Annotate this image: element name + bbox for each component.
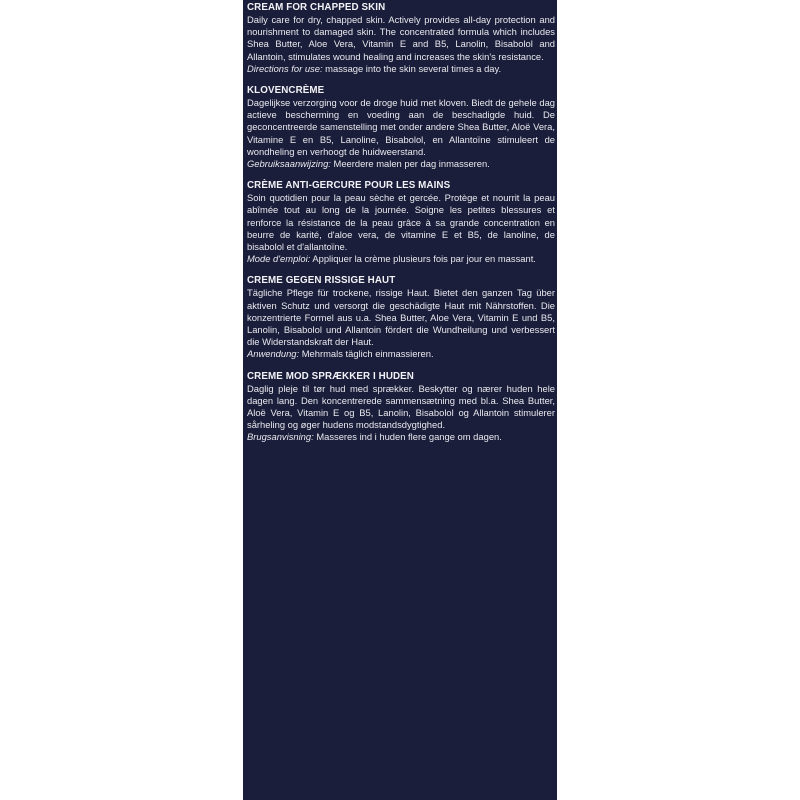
directions-label: Mode d'emploi: [247, 253, 311, 265]
directions-text: Meerdere malen per dag inmasseren. [330, 158, 490, 170]
section-directions [247, 158, 555, 170]
section-dutch [247, 85, 555, 170]
directions-label: Gebruiksaanwijzing: [247, 158, 331, 170]
section-english [247, 2, 555, 75]
section-body: Daglig pleje til tør hud med sprækker. Beskytter og nærer huden hele dagen lang. Den koncentrerede sammensætning med bl.a. Shea Butter, Aloë Vera, Vitamin E og B5, Lanolin, Bisabolol og Allantoin stimulerer sårheling og øger hudens modstandsdygtighed. [247, 382, 555, 431]
section-body: Tägliche Pflege für trockene, rissige Haut. Bietet den ganzen Tag über aktiven Schutz und versorgt die geschädigte Haut mit Nährstoffen. Die konzentrierte Formel aus u.a. Shea Butter, Aloe Vera, Vitamin E und B5, Lanolin, Bisabolol und Allantoin fördert die Wundheilung und verbessert die Widerstandskraft der Haut. [247, 287, 555, 348]
section-french [247, 180, 555, 265]
section-heading: CREME GEGEN RISSIGE HAUT [247, 275, 396, 287]
directions-label: Brugsanvisning: [247, 431, 314, 443]
section-directions [247, 431, 555, 443]
directions-label: Directions for use: [247, 62, 323, 74]
directions-label: Anwendung: [247, 348, 300, 360]
directions-text: massage into the skin several times a day. [322, 62, 502, 74]
section-heading: CRÈME ANTI-GERCURE POUR LES MAINS [247, 180, 451, 192]
section-heading: CREAM FOR CHAPPED SKIN [247, 2, 386, 13]
section-directions [247, 253, 555, 265]
section-danish [247, 371, 555, 444]
section-heading: KLOVENCRÈME [247, 85, 325, 97]
directions-text: Masseres ind i huden flere gange om dagen. [313, 431, 502, 443]
section-body: Dagelijkse verzorging voor de droge huid met kloven. Biedt de gehele dag actieve bescherming en voeding aan de beschadigde huid. De geconcentreerde samenstelling met onder andere Shea Butter, Aloë Vera, Vitamine E en B5, Lanoline, Bisabolol, en Allantoïne stimuleert de wondheling en verhoogt de huidweerstand. [247, 97, 555, 157]
label-panel [243, 0, 557, 800]
directions-text: Mehrmals täglich einmassieren. [299, 348, 434, 360]
section-directions [247, 348, 555, 360]
section-heading: CREME MOD SPRÆKKER I HUDEN [247, 370, 414, 382]
directions-text: Appliquer la crème plusieurs fois par jour en massant. [310, 253, 536, 265]
section-german [247, 275, 555, 360]
section-body: Daily care for dry, chapped skin. Actively provides all-day protection and nourishment to damaged skin. The concentrated formula which includes Shea Butter, Aloe Vera, Vitamin E and B5, Lanolin, Bisabolol and Allantoin, stimulates wound healing and increases the skin's resistance. [247, 14, 555, 62]
section-body: Soin quotidien pour la peau sèche et gercée. Protège et nourrit la peau abîmée tout au long de la journée. Soigne les petites blessures et renforce la résistance de la peau grâce à sa grande concentration en beurre de karité, d'aloe vera, de vitamine E et B5, de lanoline, de bisabolol et d'allantoïne. [247, 192, 555, 253]
section-directions [247, 63, 555, 75]
